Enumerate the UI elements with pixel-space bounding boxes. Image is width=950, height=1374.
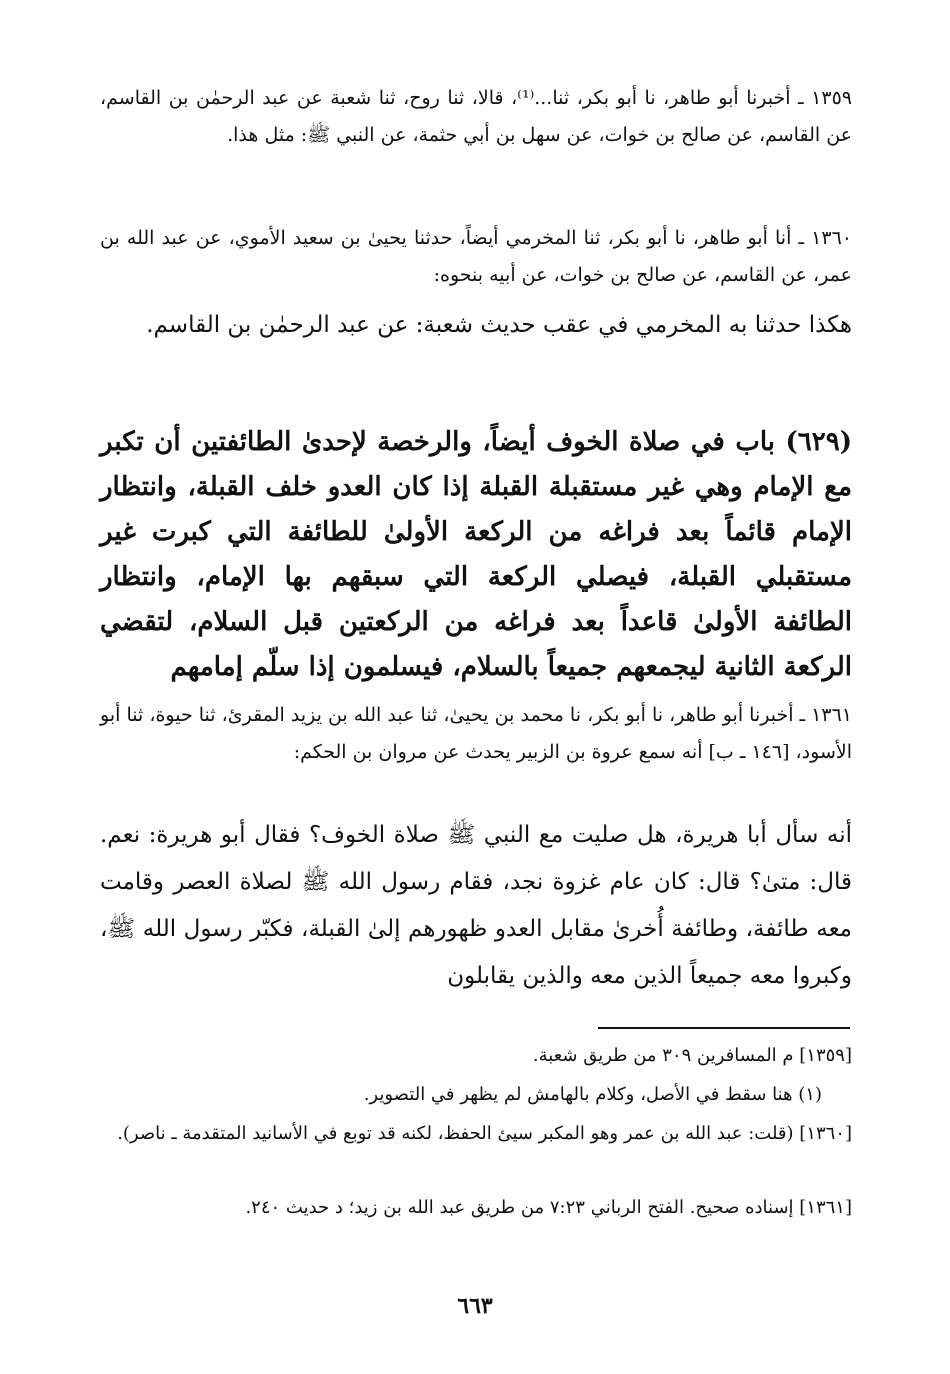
footnote-separator — [598, 1027, 850, 1029]
footnote-1360: [١٣٦٠] (قلت: عبد الله بن عمر وهو المكبر سيئ الحفظ، لكنه قد توبع في الأسانيد المتقدمة ـ ناصر). — [117, 1123, 852, 1144]
footnote-1361: [١٣٦١] إسناده صحيح. الفتح الرباني ٧:٢٣ من طريق عبد الله بن زيد؛ د حديث ٢٤٠. — [245, 1197, 852, 1218]
hadith-1361-isnad: ١٣٦١ ـ أخبرنا أبو طاهر، نا أبو بكر، نا محمد بن يحيىٰ، ثنا عبد الله بن يزيد المقرئ، ثنا حيوة، ثنا أبو الأسود، [١٤٦ ـ ب] أنه سمع عروة بن الزبير يحدث عن مروان بن الحكم: — [100, 704, 852, 763]
hadith-1359: ١٣٥٩ ـ أخبرنا أبو طاهر، نا أبو بكر، ثنا...⁽¹⁾، قالا، ثنا روح، ثنا شعبة عن عبد الرحمٰن بن القاسم، عن القاسم، عن صالح بن خوات، عن سهل بن أبي حثمة، عن النبي ﷺ: مثل هذا. — [100, 87, 852, 146]
footnote-1359: [١٣٥٩] م المسافرين ٣٠٩ من طريق شعبة. — [532, 1045, 852, 1066]
hadith-1360: ١٣٦٠ ـ أنا أبو طاهر، نا أبو بكر، ثنا المخرمي أيضاً، حدثنا يحيىٰ بن سعيد الأموي، عن عبد الله بن عمر، عن القاسم، عن صالح بن خوات، عن أبيه بنحوه: — [100, 227, 852, 286]
page-number: ٦٦٣ — [457, 1293, 493, 1319]
hadith-1360-note: هكذا حدثنا به المخرمي في عقب حديث شعبة: عن عبد الرحمٰن بن القاسم. — [146, 312, 852, 338]
chapter-heading: (٦٢٩) باب في صلاة الخوف أيضاً، والرخصة لإحدىٰ الطائفتين أن تكبر مع الإمام وهي غير مستقبلة القبلة إذا كان العدو خلف القبلة، وانتظار الإمام قائماً بعد فراغه من الركعة الأولىٰ للطائفة التي كبرت غير مستقبلي القبلة، فيصلي الركعة التي سبقهم بها الإمام، وانتظار الطائفة الأولىٰ قاعداً بعد فراغه من الركعتين قبل السلام، لتقضي الركعة الثانية ليجمعهم جميعاً بالسلام، فيسلمون إذا سلّم إمامهم — [100, 427, 852, 682]
hadith-1361-matn: أنه سأل أبا هريرة، هل صليت مع النبي ﷺ صلاة الخوف؟ فقال أبو هريرة: نعم. قال: متىٰ؟ قال: كان عام غزوة نجد، فقام رسول الله ﷺ لصلاة العصر وقامت معه طائفة، وطائفة أُخرىٰ مقابل العدو ظهورهم إلىٰ القبلة، فكبّر رسول الله ﷺ، وكبروا معه جميعاً الذين معه والذين يقابلون — [100, 822, 852, 989]
footnote-1: (١) هنا سقط في الأصل، وكلام بالهامش لم يظهر في التصوير. — [363, 1084, 822, 1105]
